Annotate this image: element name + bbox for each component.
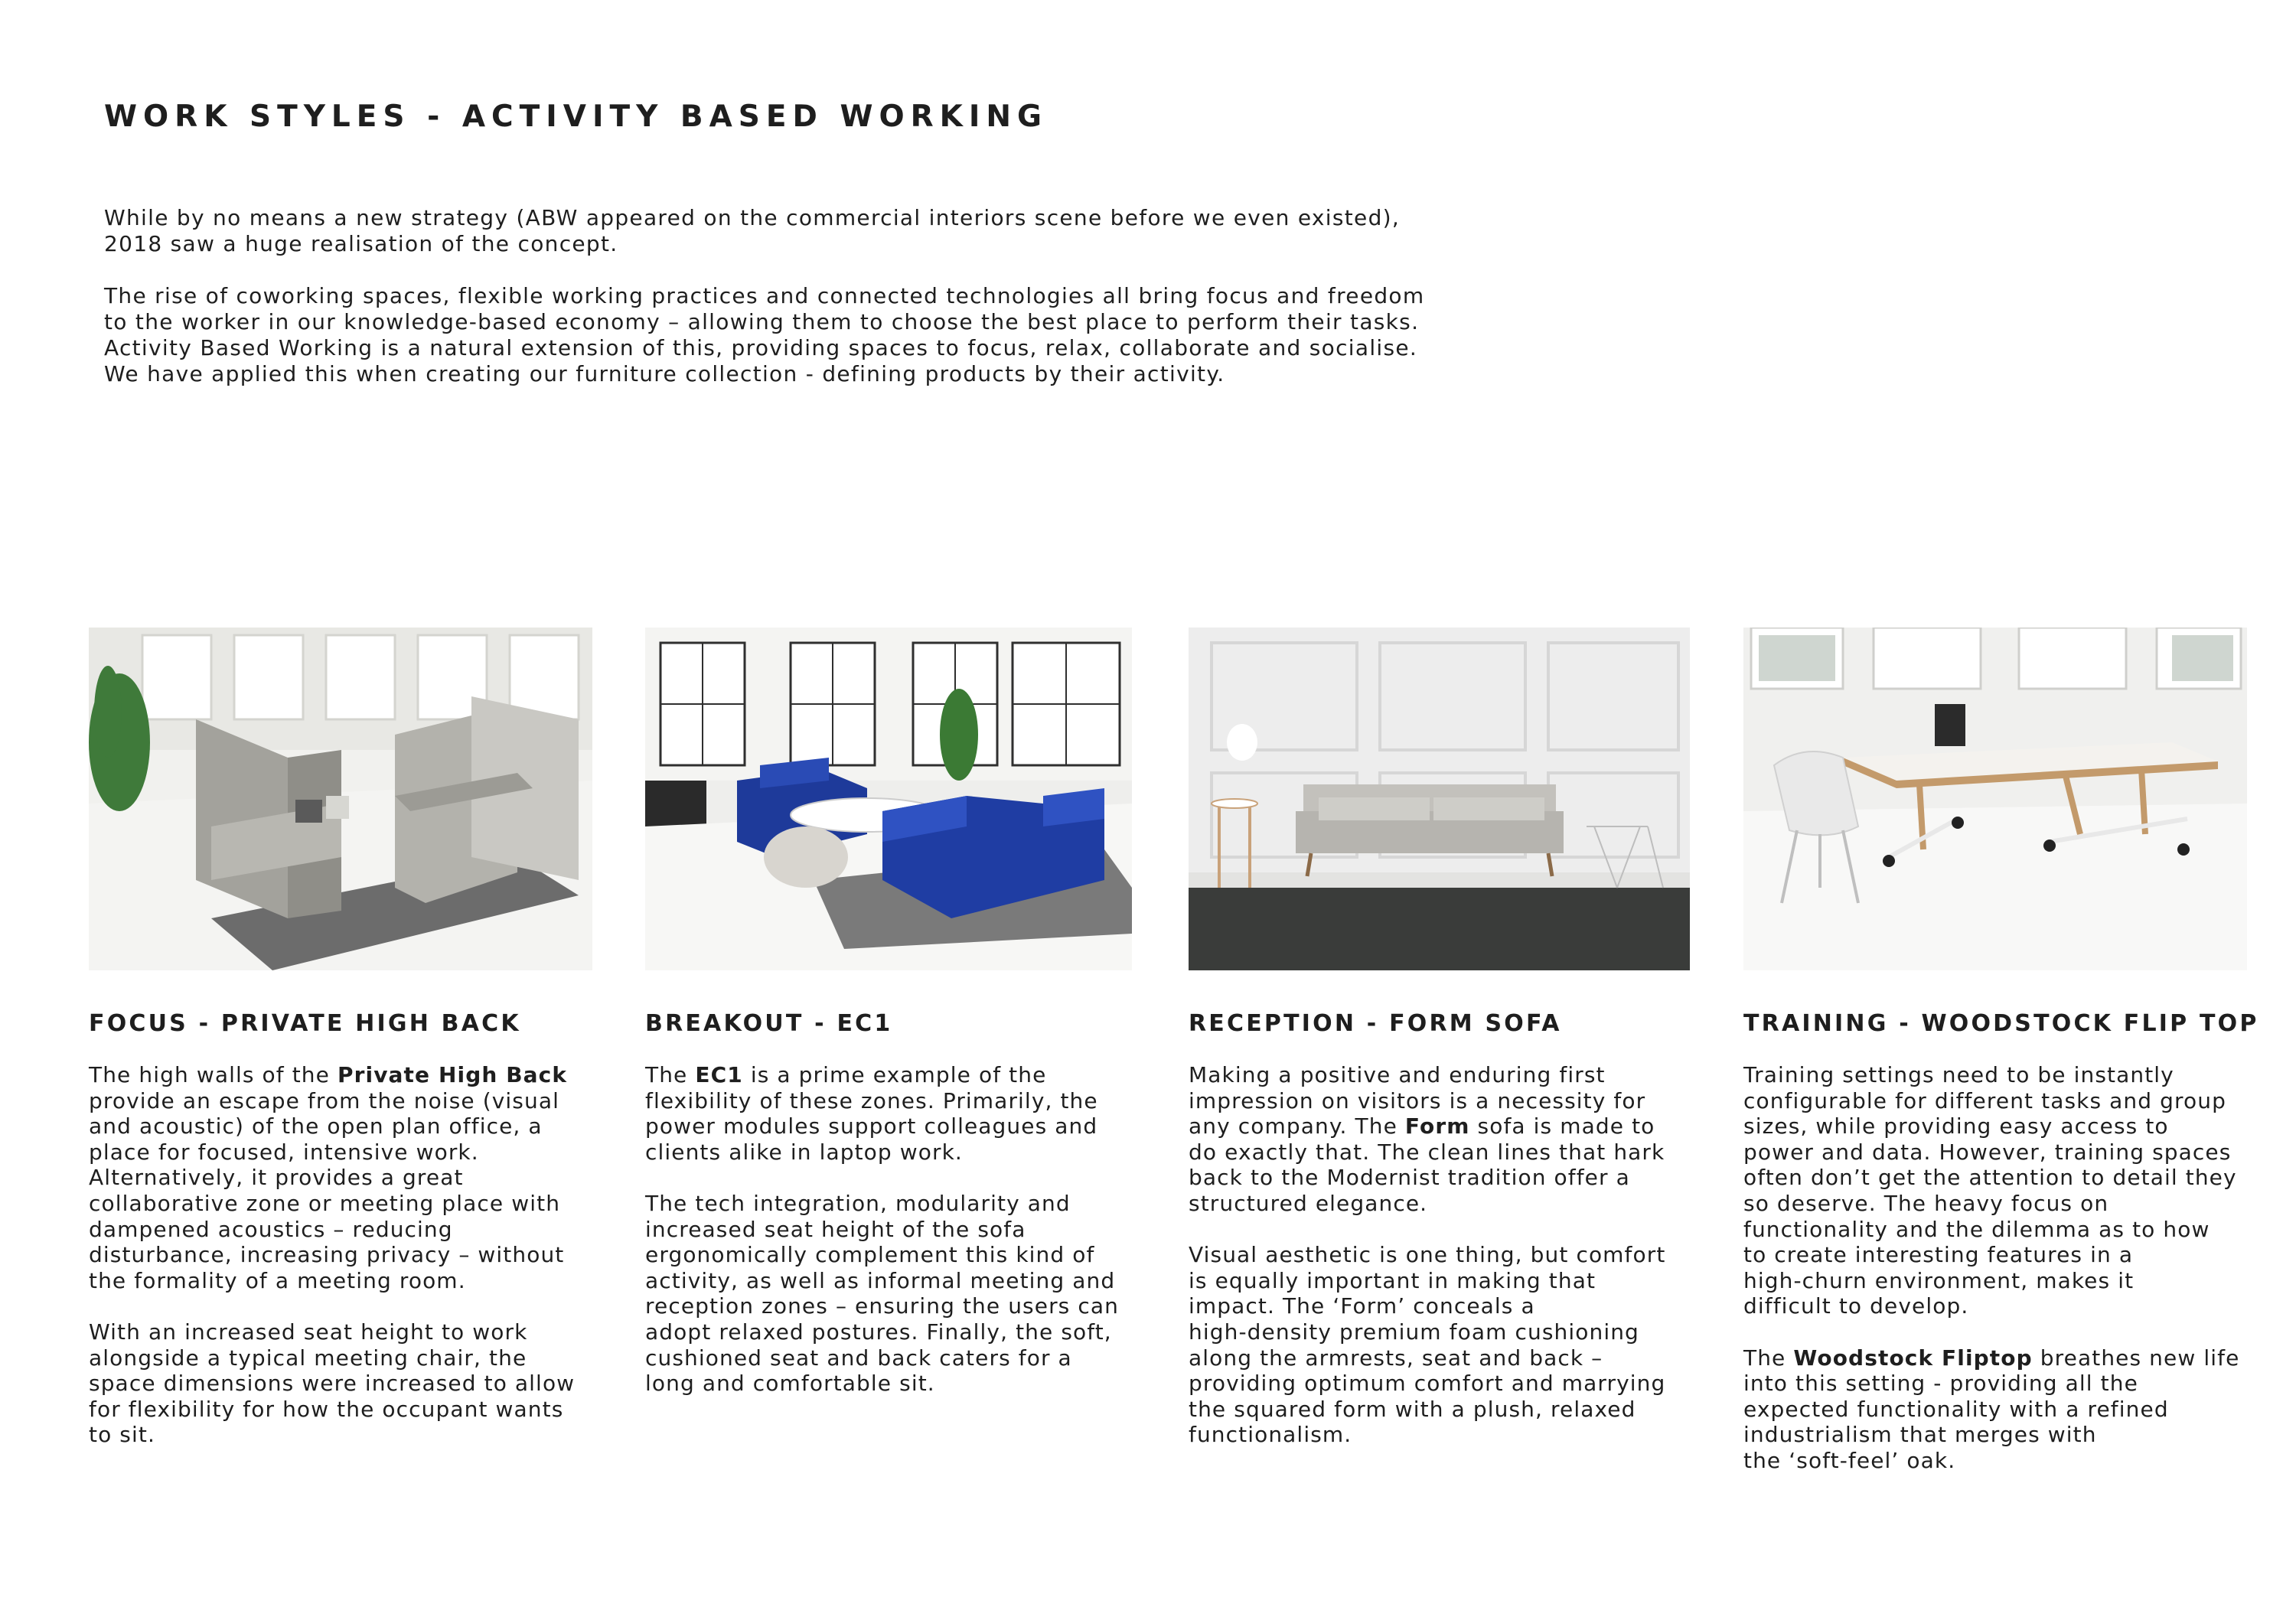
card-paragraph [645, 1062, 1227, 1165]
card-line [1189, 1397, 1770, 1423]
text-run: difficult to develop. [1743, 1293, 1969, 1319]
card-line [645, 1345, 1227, 1371]
intro-line: While by no means a new strategy (ABW appeared on the commercial interiors scene before we even existed), [104, 205, 1401, 230]
text-run: industrialism that merges with [1743, 1422, 2097, 1448]
card-line [89, 1397, 670, 1423]
photo-form-sofa [1189, 628, 1690, 970]
card-line [89, 1191, 670, 1217]
card-body [1189, 1062, 1770, 1474]
text-run: The tech integration, modularity and [645, 1190, 1071, 1216]
text-run: the formality of a meeting room. [89, 1267, 466, 1293]
card-line [1743, 1422, 2296, 1448]
card-paragraph [1189, 1062, 1770, 1217]
text-run: power and data. However, training spaces [1743, 1139, 2232, 1165]
card-line [1743, 1088, 2296, 1114]
intro-line: We have applied this when creating our furniture collection - defining products by their activity. [104, 361, 1225, 386]
card-line [645, 1139, 1227, 1165]
text-run: The [1743, 1345, 1794, 1371]
text-run: to sit. [89, 1422, 155, 1448]
text-run: the ‘soft-feel’ oak. [1743, 1447, 1956, 1473]
card-paragraph [89, 1062, 670, 1293]
intro-line: Activity Based Working is a natural extension of this, providing spaces to focus, relax, collaborate and socialise. [104, 335, 1418, 360]
intro-paragraph-1 [104, 205, 1543, 257]
text-run: do exactly that. The clean lines that hark [1189, 1139, 1665, 1165]
intro-text [104, 205, 1543, 413]
text-run: activity, as well as informal meeting and [645, 1267, 1116, 1293]
text-run: long and comfortable sit. [645, 1371, 935, 1397]
card-heading: TRAINING - WOODSTOCK FLIP TOP [1743, 1010, 2259, 1037]
card-heading: FOCUS - PRIVATE HIGH BACK [89, 1010, 521, 1037]
card-training [1743, 628, 2259, 1473]
card-body [89, 1062, 670, 1474]
text-run: cushioned seat and back caters for a [645, 1345, 1072, 1371]
text-run: Visual aesthetic is one thing, but comfort [1189, 1242, 1666, 1268]
card-heading: RECEPTION - FORM SOFA [1189, 1010, 1562, 1037]
card-line [1189, 1319, 1770, 1345]
text-run: high-density premium foam cushioning [1189, 1319, 1639, 1345]
text-run: Training settings need to be instantly [1743, 1062, 2174, 1087]
card-line [1743, 1113, 2296, 1139]
card-line [645, 1319, 1227, 1345]
text-run: place for focused, intensive work. [89, 1139, 479, 1165]
text-run: configurable for different tasks and group [1743, 1087, 2226, 1113]
card-line [1743, 1062, 2296, 1088]
intro-paragraph-2 [104, 283, 1543, 387]
intro-line: to the worker in our knowledge-based economy – allowing them to choose the best place to perform their tasks. [104, 309, 1420, 334]
product-name: EC1 [695, 1062, 743, 1087]
card-line [1189, 1165, 1770, 1191]
text-run: dampened acoustics – reducing [89, 1216, 453, 1242]
text-run: expected functionality with a refined [1743, 1396, 2169, 1422]
card-line [645, 1242, 1227, 1268]
text-run: disturbance, increasing privacy – without [89, 1242, 565, 1268]
text-run: to create interesting features in a [1743, 1242, 2134, 1268]
card-line [1189, 1422, 1770, 1448]
text-run: is a prime example of the [742, 1062, 1047, 1087]
text-run: breathes new life [2032, 1345, 2240, 1371]
card-line [89, 1062, 670, 1088]
text-run: collaborative zone or meeting place with [89, 1190, 561, 1216]
text-run: With an increased seat height to work [89, 1319, 528, 1345]
product-name: Form [1404, 1113, 1470, 1139]
text-run: back to the Modernist tradition offer a [1189, 1165, 1630, 1191]
card-paragraph [645, 1191, 1227, 1397]
intro-line: The rise of coworking spaces, flexible working practices and connected technologies all bring focus and freedom [104, 283, 1425, 308]
text-run: flexibility of these zones. Primarily, the [645, 1087, 1098, 1113]
text-run: functionality and the dilemma as to how [1743, 1216, 2210, 1242]
text-run: reception zones – ensuring the users can [645, 1293, 1119, 1319]
product-name: Private High Back [337, 1062, 568, 1087]
card-paragraph [1189, 1242, 1770, 1448]
text-run: providing optimum comfort and marrying [1189, 1371, 1666, 1397]
card-line [645, 1088, 1227, 1114]
card-line [1189, 1139, 1770, 1165]
text-run: impression on visitors is a necessity for [1189, 1087, 1646, 1113]
text-run: The high walls of the [89, 1062, 338, 1087]
text-run: sizes, while providing easy access to [1743, 1113, 2169, 1139]
card-line [1743, 1371, 2296, 1397]
card-line [1189, 1062, 1770, 1088]
card-paragraph [1743, 1062, 2296, 1319]
card-line [645, 1191, 1227, 1217]
card-line [1743, 1345, 2296, 1371]
card-line [89, 1319, 670, 1345]
card-line [645, 1268, 1227, 1294]
card-line [1189, 1113, 1770, 1139]
card-line [645, 1217, 1227, 1243]
card-line [89, 1165, 670, 1191]
text-run: the squared form with a plush, relaxed [1189, 1396, 1636, 1422]
card-line [645, 1293, 1227, 1319]
card-body [1743, 1062, 2296, 1499]
card-focus [89, 628, 592, 1448]
card-line [1189, 1371, 1770, 1397]
text-run: any company. The [1189, 1113, 1405, 1139]
text-run: into this setting - providing all the [1743, 1371, 2138, 1397]
card-line [89, 1113, 670, 1139]
text-run: is equally important in making that [1189, 1267, 1596, 1293]
card-line [1189, 1088, 1770, 1114]
intro-line: 2018 saw a huge realisation of the concept. [104, 231, 618, 256]
card-reception [1189, 628, 1690, 1448]
text-run: sofa is made to [1469, 1113, 1655, 1139]
card-breakout [645, 628, 1132, 1397]
card-line [1743, 1165, 2296, 1191]
text-run: impact. The ‘Form’ conceals a [1189, 1293, 1535, 1319]
text-run: ergonomically complement this kind of [645, 1242, 1095, 1268]
card-line [1743, 1397, 2296, 1423]
card-line [645, 1113, 1227, 1139]
text-run: Making a positive and enduring first [1189, 1062, 1606, 1087]
card-line [1743, 1293, 2296, 1319]
card-line [89, 1422, 670, 1448]
card-line [645, 1062, 1227, 1088]
card-line [89, 1217, 670, 1243]
card-line [645, 1371, 1227, 1397]
card-line [89, 1371, 670, 1397]
card-line [1743, 1242, 2296, 1268]
card-line [1189, 1293, 1770, 1319]
photo-ec1 [645, 628, 1132, 970]
card-line [1189, 1242, 1770, 1268]
text-run: adopt relaxed postures. Finally, the soft, [645, 1319, 1112, 1345]
card-line [89, 1268, 670, 1294]
photo-woodstock-flip-top [1743, 628, 2247, 970]
card-line [1189, 1191, 1770, 1217]
photo-private-high-back [89, 628, 592, 970]
text-run: functionalism. [1189, 1422, 1352, 1448]
card-line [1743, 1268, 2296, 1294]
card-line [1189, 1345, 1770, 1371]
card-paragraph [1743, 1345, 2296, 1474]
text-run: along the armrests, seat and back – [1189, 1345, 1603, 1371]
card-line [1189, 1268, 1770, 1294]
text-run: structured elegance. [1189, 1190, 1428, 1216]
text-run: so deserve. The heavy focus on [1743, 1190, 2109, 1216]
card-line [89, 1139, 670, 1165]
text-run: increased seat height of the sofa [645, 1216, 1026, 1242]
card-line [1743, 1217, 2296, 1243]
text-run: and acoustic) of the open plan office, a [89, 1113, 543, 1139]
card-line [1743, 1139, 2296, 1165]
card-line [89, 1088, 670, 1114]
card-line [89, 1242, 670, 1268]
text-run: for flexibility for how the occupant wants [89, 1396, 564, 1422]
text-run: The [645, 1062, 696, 1087]
text-run: often don’t get the attention to detail they [1743, 1165, 2237, 1191]
card-line [89, 1345, 670, 1371]
text-run: alongside a typical meeting chair, the [89, 1345, 527, 1371]
product-name: Woodstock Fliptop [1793, 1345, 2033, 1371]
page-title: WORK STYLES - ACTIVITY BASED WORKING [104, 99, 1049, 134]
text-run: clients alike in laptop work. [645, 1139, 963, 1165]
text-run: power modules support colleagues and [645, 1113, 1098, 1139]
text-run: high-churn environment, makes it [1743, 1267, 2135, 1293]
card-line [1743, 1191, 2296, 1217]
card-body [645, 1062, 1227, 1422]
card-paragraph [89, 1319, 670, 1448]
card-heading: BREAKOUT - EC1 [645, 1010, 893, 1037]
text-run: provide an escape from the noise (visual [89, 1087, 559, 1113]
card-line [1743, 1448, 2296, 1474]
text-run: Alternatively, it provides a great [89, 1165, 464, 1191]
text-run: space dimensions were increased to allow [89, 1371, 576, 1397]
